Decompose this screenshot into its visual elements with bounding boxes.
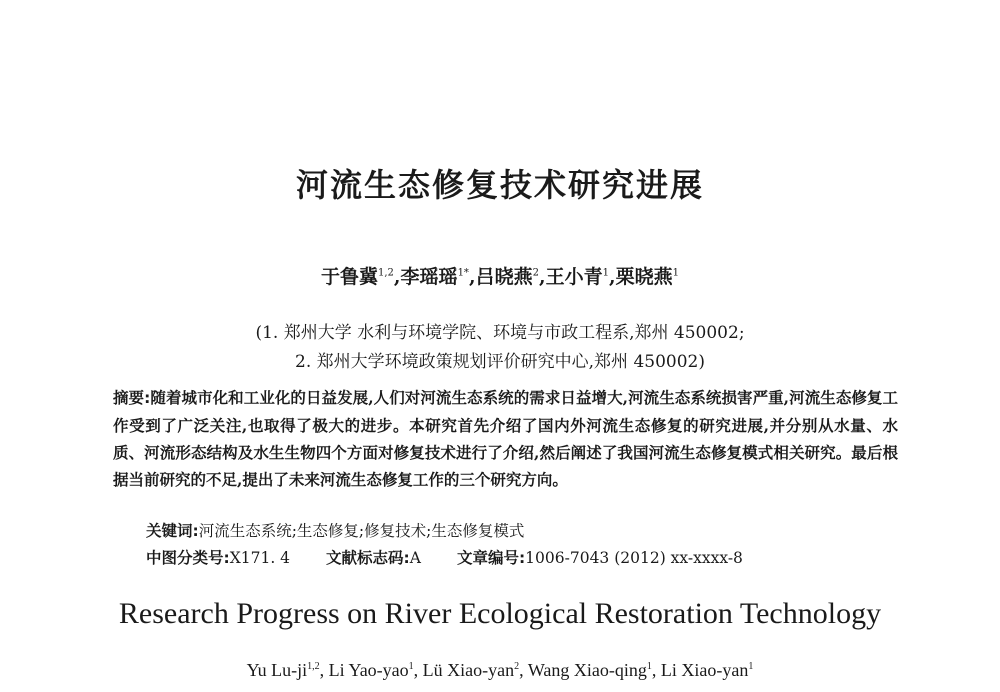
keywords [146,519,524,541]
affiliation-line: 2. 郑州大学环境政策规划评价研究中心,郑州 450002) [295,352,705,372]
english-author-affil-mark: 1 [748,661,754,672]
english-author-affil-mark: 1,2 [307,661,320,672]
author-affil-mark: 1 [602,267,609,279]
author-name: 李瑶瑶 [400,266,458,288]
classification-line [146,546,779,568]
document-code [326,546,421,568]
author-name: 王小青 [545,266,603,288]
doc-code-value: A [409,549,421,567]
english-author-name: Wang Xiao-qing [527,660,647,680]
abstract [113,384,898,493]
abstract-text: 随着城市化和工业化的日益发展,人们对河流生态系统的需求日益增大,河流生态系统损害严重,河流生态修复工作受到了广泛关注,也取得了极大的进步。本研究首先介绍了国内外河流生态修复的研究进展,并分别从水量、水质、河流形态结构及水生生物四个方面对修复技术进行了介绍,然后阐述了我国河流生态修复模式相关研究。最后根据当前研究的不足,提出了未来河流生态修复工作的三个研究方向。 [113,388,898,489]
english-author-name: Lü Xiao-yan [422,660,515,680]
english-author-list: Yu Lu-ji$^{1,2}$, Li Yao-yao$^1$, Lü Xiao-yan$^2$, Wang Xiao-qing$^1$, Li Xiao-yan$^1$ [246,660,754,680]
english-author-name: Yu Lu-ji [246,660,308,680]
english-author-name: Li Yao-yao [328,660,409,680]
author-name: 吕晓燕 [475,266,533,288]
keywords-text: 河流生态系统;生态修复;修复技术;生态修复模式 [198,522,525,540]
english-author-affil-mark: 2 [514,661,520,672]
english-author-affil-mark: 1 [646,661,652,672]
article-no-value: 1006-7043 (2012) xx-xxxx-8 [525,549,743,567]
article-no-label: 文章编号: [456,549,526,567]
clc-label: 中图分类号: [146,549,230,567]
affiliation-line: (1. 郑州大学 水利与环境学院、环境与市政工程系,郑州 450002; [255,323,745,343]
author-affil-mark: 1* [457,267,469,279]
english-author-name: Li Xiao-yan [660,660,749,680]
clc-value: X171. 4 [229,549,291,567]
author-name: 栗晓燕 [615,266,673,288]
article-number [457,546,743,568]
paper-title: 河流生态修复技术研究进展 [295,166,704,204]
author-affil-mark: 1,2 [378,267,394,279]
author-name: 于鲁冀 [321,266,379,288]
abstract-label: 摘要: [113,389,151,407]
author-list: 于鲁冀$^{1,2}$,李瑶瑶$^{1*}$,吕晓燕$^2$,王小青$^1$,栗晓燕$^1$ [321,266,679,288]
author-affil-mark: 1 [672,267,679,279]
clc-number [146,546,290,568]
keywords-label: 关键词: [146,522,199,540]
author-affil-mark: 2 [532,267,539,279]
english-author-affil-mark: 1 [408,661,414,672]
english-title: Research Progress on River Ecological Restoration Technology [118,597,882,630]
doc-code-label: 文献标志码: [326,549,410,567]
